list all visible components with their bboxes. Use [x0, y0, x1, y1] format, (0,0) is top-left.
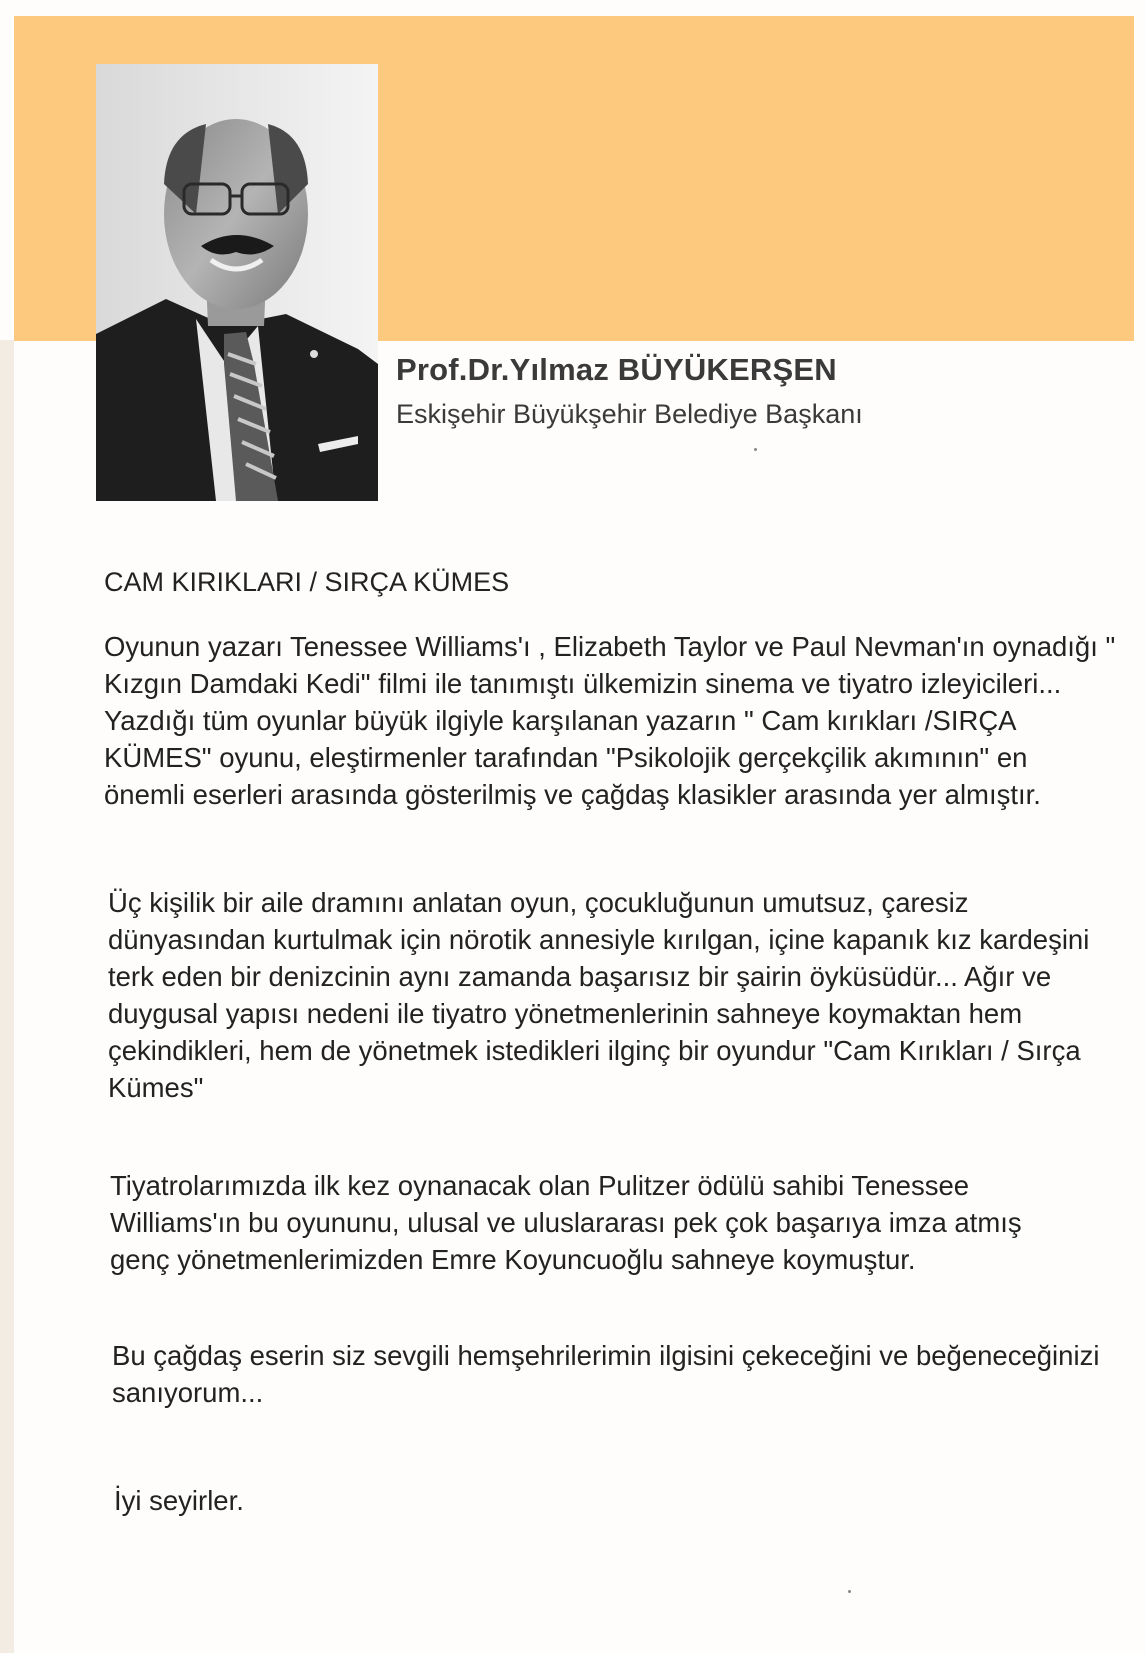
closing-line [114, 1482, 1074, 1519]
paragraph-2 [108, 884, 1090, 1106]
text-line: genç yönetmenlerimizden Emre Koyuncuoğlu sahneye koymuştur. [110, 1244, 916, 1275]
paragraph-4 [112, 1337, 1100, 1411]
text-line: çekindikleri, hem de yönetmek istedikleri ilginç bir oyundur "Cam Kırıkları / Sırça [108, 1035, 1081, 1066]
text-line: KÜMES" oyunu, eleştirmenler tarafından "Psikolojik gerçekçilik akımının" en [104, 742, 1028, 773]
text-line: Kümes" [108, 1072, 204, 1103]
paragraph-3 [110, 1167, 1070, 1278]
page-edge [0, 340, 14, 1653]
author-name: Prof.Dr.Yılmaz BÜYÜKERŞEN [396, 352, 837, 387]
text-line: İyi seyirler. [114, 1485, 244, 1516]
text-line: Yazdığı tüm oyunlar büyük ilgiyle karşılanan yazarın " Cam kırıkları /SIRÇA [104, 705, 1017, 736]
scan-speck [848, 1590, 851, 1593]
author-role: Eskişehir Büyükşehir Belediye Başkanı [396, 399, 863, 429]
text-line: Oyunun yazarı Tenessee Williams'ı , Elizabeth Taylor ve Paul Nevman'ın oynadığı " [104, 631, 1116, 662]
portrait-icon [96, 64, 378, 501]
text-line: duygusal yapısı nedeni ile tiyatro yönetmenlerinin sahneye koymaktan hem [108, 998, 1023, 1029]
portrait-photo [96, 64, 378, 501]
play-title: CAM KIRIKLARI / SIRÇA KÜMES [104, 567, 510, 597]
text-line: Tiyatrolarımızda ilk kez oynanacak olan Pulitzer ödülü sahibi Tenessee [110, 1170, 970, 1201]
scan-speck [754, 448, 757, 451]
text-line: Üç kişilik bir aile dramını anlatan oyun, çocukluğunun umutsuz, çaresiz [108, 887, 969, 918]
text-line: sanıyorum... [112, 1377, 264, 1408]
paragraph-1 [104, 628, 1116, 813]
text-line: dünyasından kurtulmak için nörotik annesiyle kırılgan, içine kapanık kız kardeşini [108, 924, 1090, 955]
text-line: önemli eserleri arasında gösterilmiş ve çağdaş klasikler arasında yer almıştır. [104, 779, 1041, 810]
text-line: terk eden bir denizcinin aynı zamanda başarısız bir şairin öyküsüdür... Ağır ve [108, 961, 1052, 992]
text-line: Bu çağdaş eserin siz sevgili hemşehrilerimin ilgisini çekeceğini ve beğeneceğinizi [112, 1340, 1100, 1371]
text-line: Williams'ın bu oyununu, ulusal ve uluslararası pek çok başarıya imza atmış [110, 1207, 1022, 1238]
text-line: Kızgın Damdaki Kedi" filmi ile tanımıştı ülkemizin sinema ve tiyatro izleyicileri... [104, 668, 1062, 699]
